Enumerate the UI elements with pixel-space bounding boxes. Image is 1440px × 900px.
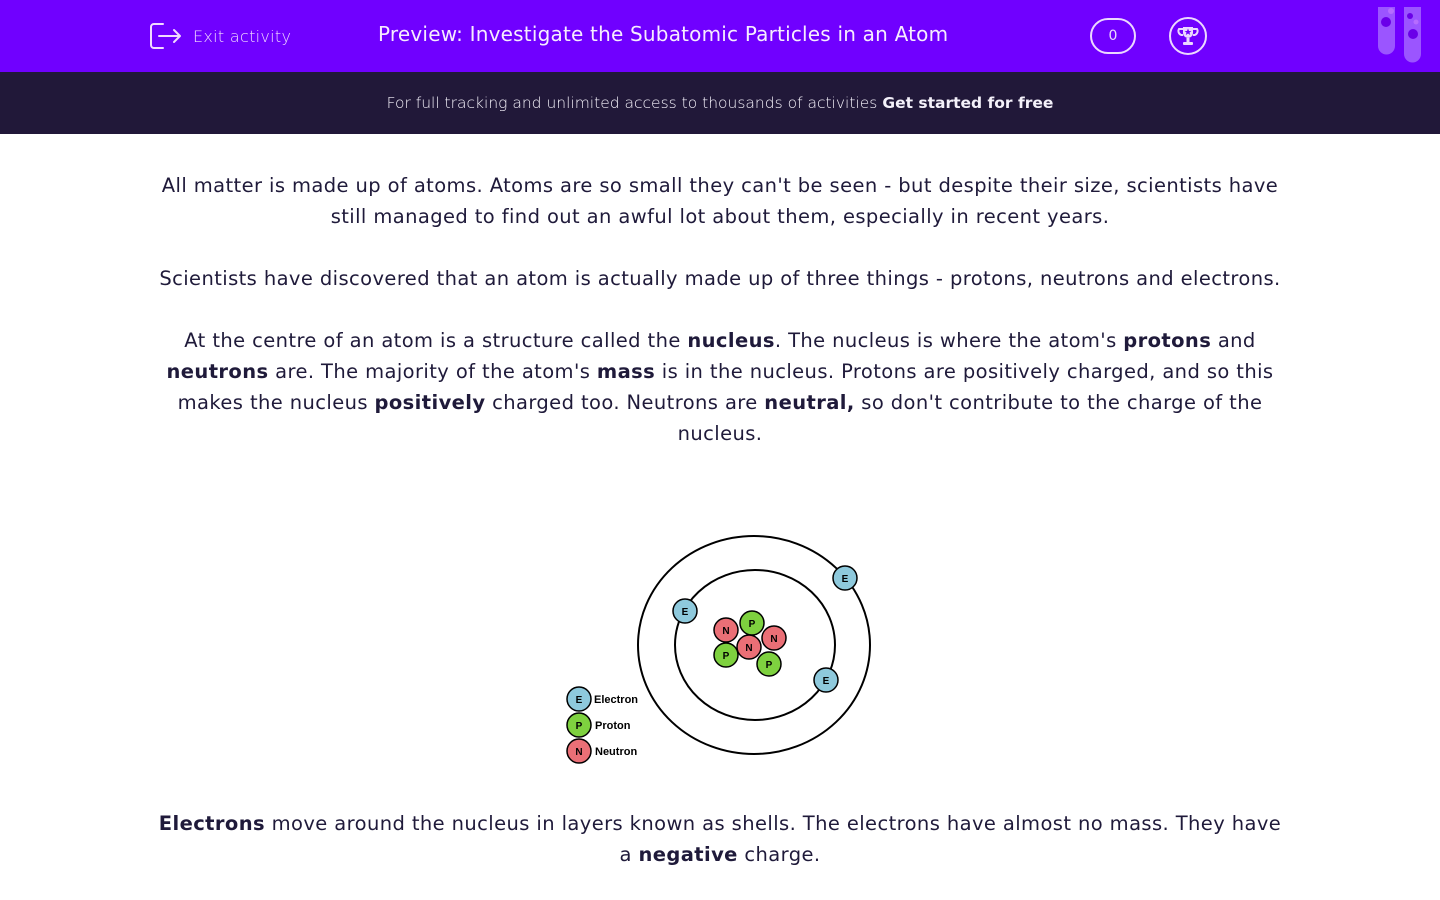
get-started-link[interactable]: Get started for free [882,94,1054,112]
paragraph-intro: All matter is made up of atoms. Atoms are so small they can't be seen - but despite their size, scientists have still managed to find out an awful lot about them, especially in recent years. [161,174,1279,228]
svg-text:N: N [745,643,753,654]
svg-text:Electron: Electron [594,694,639,706]
svg-text:E: E [822,676,830,687]
exit-activity-button[interactable] [149,20,291,52]
atom-diagram [560,530,880,770]
svg-text:N: N [722,626,730,637]
svg-text:P: P [722,651,730,662]
paragraph-nucleus: At the centre of an atom is a structure called the nucleus. The nucleus is where the atom's protons and neutrons are. The majority of the atom's mass is in the nucleus. Protons are positively charged, and so this makes the nucleus positively charged too. Neutrons are neutral, so don't contribute to the charge of the nucleus. [166,329,1274,445]
svg-text:P: P [748,619,756,630]
exit-icon [149,21,183,51]
svg-text:P: P [575,721,583,732]
trophy-icon [1176,24,1200,48]
svg-text:E: E [841,574,849,585]
paragraph-electrons: Electrons move around the nucleus in layers known as shells. The electrons have almost no mass. They have a negative charge. [158,812,1282,866]
svg-text:Proton: Proton [595,720,631,732]
svg-text:E: E [681,607,689,618]
top-bar [0,0,1440,72]
test-tubes-icon [1376,4,1426,64]
svg-text:Neutron: Neutron [595,746,638,758]
trophy-button[interactable] [1169,17,1207,55]
svg-text:E: E [575,695,583,706]
svg-text:N: N [575,747,583,758]
promo-text: For full tracking and unlimited access to thousands of activities [386,94,878,112]
page-title: Preview: Investigate the Subatomic Particles in an Atom [378,22,949,46]
paragraph-particles: Scientists have discovered that an atom is actually made up of three things - protons, neutrons and electrons. [159,267,1281,290]
promo-banner [0,72,1440,134]
svg-text:N: N [770,634,778,645]
exit-label: Exit activity [193,26,292,46]
lesson-content [150,170,1290,480]
score-badge[interactable]: 0 [1090,18,1136,54]
svg-text:P: P [765,660,773,671]
